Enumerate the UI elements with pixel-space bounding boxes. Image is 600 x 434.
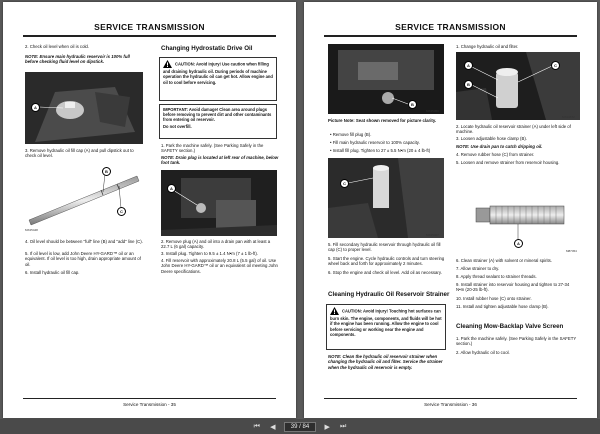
- note-text: NOTE: Drain plug is located at left rear of machine, below foot tank.: [161, 155, 279, 166]
- step-text: 2. Allow hydraulic oil to cool.: [456, 350, 510, 355]
- page-header: SERVICE TRANSMISSION: [94, 22, 205, 32]
- callout-b: B: [102, 167, 111, 176]
- next-page-icon[interactable]: ▶: [324, 423, 330, 431]
- note-text: NOTE: Ensure main hydraulic reservoir is 100% full before checking fluid level on dipstick.: [25, 54, 130, 65]
- viewer-toolbar: [0, 419, 600, 434]
- figure-illustration: [25, 72, 143, 144]
- page-separator: /: [299, 423, 301, 430]
- footer-rule: [324, 398, 577, 399]
- page-footer: Service Transmission - 35: [123, 402, 176, 407]
- figure-illustration: [161, 170, 277, 236]
- step-text: 4. Fill reservoir with approximately 20.8 L (5.5 gal) of oil. Use John Deere HY-GARD™ oil or an equivalent oil meeting John Deere specifications.: [161, 258, 278, 274]
- figure-illustration: [456, 52, 580, 120]
- callout-c: C: [551, 61, 560, 70]
- caution-box: [326, 304, 446, 350]
- figure-drain-plug: [161, 170, 277, 236]
- header-rule: [23, 35, 276, 37]
- figure-strainer: [456, 170, 578, 254]
- important-text: IMPORTANT: Avoid damage! Clean area around plugs before removing to prevent dirt and other contaminants from entering oil reservoir.: [163, 107, 272, 123]
- step-text: 1. Park the machine safely. (See Parking Safely in the SAFETY section.): [161, 143, 264, 154]
- first-page-icon[interactable]: ⏮: [253, 422, 260, 430]
- figure-hydraulic-reservoir: [25, 72, 143, 144]
- callout-b: B: [408, 100, 417, 109]
- figure-dipstick: [25, 164, 143, 234]
- important-subtext: Do not overfill.: [163, 123, 192, 129]
- caution-text: CAUTION: Avoid injury! Use caution when filling and draining hydraulic oil. During periods of machine operation the hydraulic oil can get hot. Allow engine and oil to cool before servicing.: [163, 61, 273, 85]
- callout-a: A: [514, 239, 523, 248]
- caution-box: [159, 57, 277, 101]
- figure-id: MX25450: [426, 109, 439, 113]
- right-page: [304, 2, 597, 418]
- step-text: 8. Apply thread sealant to strainer threads.: [456, 274, 537, 279]
- warning-icon: [163, 60, 172, 69]
- step-text: 3. Loosen adjustable hose clamp (B).: [456, 136, 527, 141]
- figure-id: MX25448: [25, 228, 38, 232]
- figure-oil-fill-cap: [328, 158, 444, 238]
- step-text: 10. Install rubber hose (C) onto strainer.: [456, 296, 532, 301]
- last-page-icon[interactable]: ⏭: [340, 422, 347, 430]
- step-text: 2. Remove plug (A) and oil into a drain pan with at least a 22.7 L (6 gal) capacity.: [161, 239, 271, 250]
- callout-c: C: [117, 207, 126, 216]
- step-text: 6. Install hydraulic oil fill cap.: [25, 270, 80, 275]
- step-text: 9. Install strainer into reservoir housing and tighten to 27-34 N•m (20-25 lb-ft).: [456, 282, 570, 293]
- caution-text: CAUTION: Avoid injury! Touching hot surfaces can burn skin. The engine, components, and fluids will be hot if the engine has been running. Allow the engine to cool before servicing or working near the engine and components.: [330, 308, 442, 337]
- step-text: 3. Install plug. Tighten to 9.5 ± 1.4 N•m (7 ± 1 lb-ft).: [161, 251, 258, 256]
- section-heading: Cleaning Hydraulic Oil Reservoir Strainer: [328, 291, 450, 298]
- step-text: 6. Clean strainer (A) with solvent or mineral spirits.: [456, 258, 552, 263]
- step-text: 5. If oil level is low, add John Deere HY-GARD™ oil or an equivalent. If oil level is too high, drain appropriate amount of oil.: [25, 251, 141, 267]
- figure-id: MX25447: [111, 139, 124, 143]
- figure-illustration: [328, 158, 444, 238]
- page-current[interactable]: 39: [290, 423, 298, 430]
- figure-id: MX25449: [261, 231, 274, 235]
- page-total: 84: [302, 423, 310, 430]
- important-box: [159, 104, 277, 139]
- left-page: [3, 2, 296, 418]
- step-text: 3. Remove hydraulic oil fill cap (A) and pull dipstick out to check oil level.: [25, 148, 134, 159]
- bullet-item: • Remove fill plug (B).: [330, 132, 446, 137]
- warning-icon: [330, 307, 339, 316]
- figure-id: M87454: [566, 249, 577, 253]
- callout-a: A: [464, 61, 473, 70]
- step-text: 4. Remove rubber hose (C) from strainer.: [456, 152, 535, 157]
- dipstick-illustration: [25, 164, 143, 234]
- figure-id: MX25467: [426, 233, 439, 237]
- prev-page-icon[interactable]: ◀: [270, 423, 276, 431]
- page-header: SERVICE TRANSMISSION: [395, 22, 506, 32]
- step-text: 4. Oil level should be between "full" line (B) and "add" line (C).: [25, 239, 143, 244]
- step-text: 7. Allow strainer to dry.: [456, 266, 500, 271]
- figure-illustration: [328, 44, 444, 114]
- callout-c: C: [340, 179, 349, 188]
- step-text: 1. Change hydraulic oil and filter.: [456, 44, 519, 49]
- note-text: NOTE: Use drain pan to catch dripping oil.: [456, 144, 543, 149]
- step-text: 5. Start the engine. Cycle hydraulic controls and turn steering wheel back and forth for approximately 2 minutes.: [328, 256, 445, 267]
- step-text: 11. Install and tighten adjustable hose clamp (B).: [456, 304, 549, 309]
- picture-note: Picture Note: Seat shown removed for picture clarity.: [328, 118, 437, 123]
- header-rule: [324, 35, 577, 37]
- callout-a: A: [167, 184, 176, 193]
- step-text: 1. Park the machine safely. (See Parking Safely in the SAFETY section.): [456, 336, 577, 347]
- figure-seat-removed: [328, 44, 444, 114]
- section-heading: Cleaning Mow-Backlap Valve Screen: [456, 323, 564, 330]
- step-text: 2. Locate hydraulic oil reservoir strainer (A) under left side of machine.: [456, 124, 571, 135]
- page-indicator[interactable]: [284, 422, 316, 432]
- bullet-item: • Fill main hydraulic reservoir to 100% capacity.: [330, 140, 446, 145]
- callout-a: A: [31, 103, 40, 112]
- bullet-item: • Install fill plug. Tighten to 27 ± 5.5 N•m (20 ± 4 lb-ft): [330, 148, 448, 153]
- step-text: 5. Fill secondary hydraulic reservoir through hydraulic oil fill cap (C) to proper level.: [328, 242, 441, 253]
- step-text: 6. Stop the engine and check oil level. Add oil as necessary.: [328, 270, 442, 275]
- section-heading: Changing Hydrostatic Drive Oil: [161, 45, 253, 52]
- figure-id: MX24672: [562, 115, 575, 119]
- figure-reservoir-strainer: [456, 52, 580, 120]
- callout-b: B: [464, 80, 473, 89]
- note-text: NOTE: Clean the hydraulic oil reservoir strainer when changing the hydraulic oil and filter. Service the strainer when the hydraulic oil reservoir is empty.: [328, 354, 443, 370]
- step-text: 5. Loosen and remove strainer from reservoir housing.: [456, 160, 560, 165]
- step-text: 2. Check oil level when oil is cold.: [25, 44, 90, 49]
- footer-rule: [23, 398, 276, 399]
- page-footer: Service Transmission - 36: [424, 402, 477, 407]
